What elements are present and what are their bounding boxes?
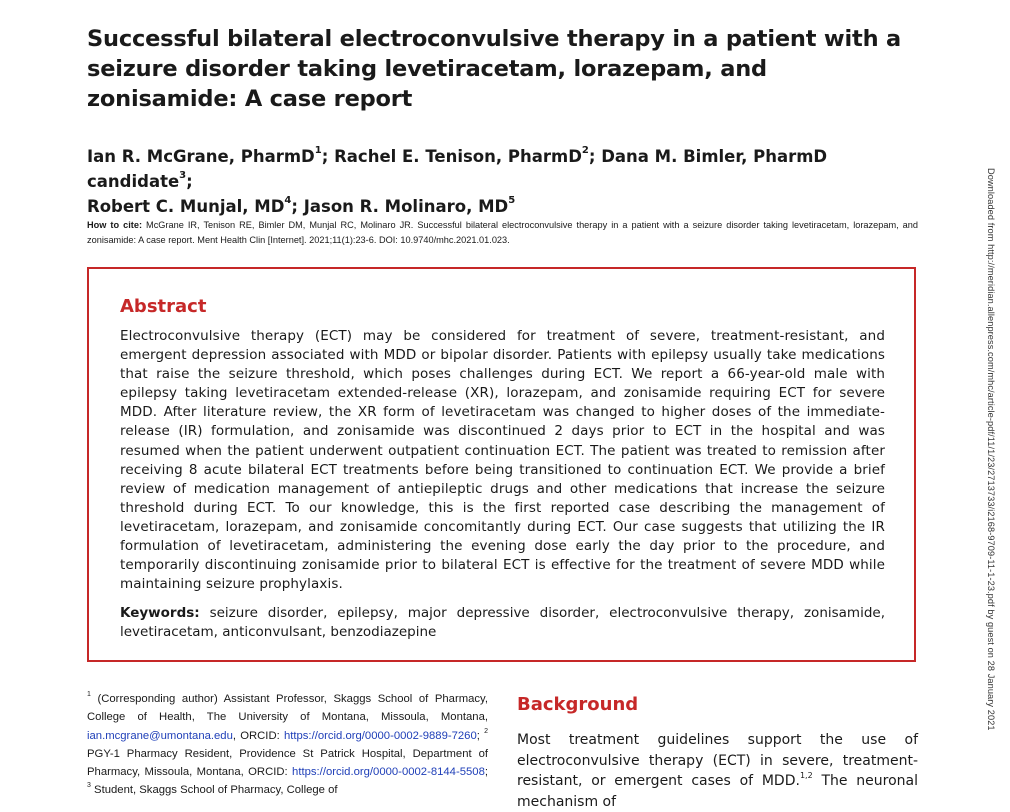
citation-text: McGrane IR, Tenison RE, Bimler DM, Munjal RC, Molinaro JR. Successful bilateral electroconvulsive therapy in a patient with a seizure disorder taking levetiracetam, lorazepam, and zonisamide: A case report. Ment Health Clin [Internet]. 2021;11(1):23-6. DOI: 10.9740/mhc.2021.01.023.: [87, 220, 919, 245]
author-4: Robert C. Munjal, $MD^4$;: [87, 195, 304, 216]
background-text: Most treatment guidelines support the use of electroconvulsive therapy (ECT) in severe, treatment-resistant, or emergent cases of MDD.$^{1,2}$ The neuronal mechanism of: [517, 732, 919, 810]
keywords-label: Keywords:: [120, 605, 200, 621]
author-1: Ian R. McGrane, PharmD$^1$;: [87, 145, 335, 166]
author-3: Dana M. Bimler, PharmD candidate$^3$;: [87, 147, 828, 191]
abstract-text: Electroconvulsive therapy (ECT) may be considered for treatment of severe, treatment-resistant, and emergent depression associated with MDD or bipolar disorder. Patients with epilepsy usually take medications that raise the seizure threshold, which poses challenges during ECT. We report a 66-year-old male with epilepsy taking levetiracetam extended-release (XR), lorazepam, and zonisamide requiring ECT for severe MDD. After literature review, the XR form of levetiracetam was changed to higher doses of the immediate-release (IR) formulation, and zonisamide was discontinued 2 days prior to ECT in the hospital and was resumed when the patient underwent outpatient continuation ECT. The patient was treated to remission after receiving 8 acute bilateral ECT treatments before being transitioned to continuation ECT. We provide a brief review of medication management of antiepileptic drugs and other medications that increase the seizure threshold during ECT. To our knowledge, this is the first reported case describing the management of levetiracetam, lorazepam, and zonisamide concomitantly during ECT. Our case suggests that utilizing the IR formulation of levetiracetam, administering the evening dose early the day prior to the procedure, and temporarily discontinuing zonisamide prior to bilateral ECT is effective for the treatment of severe MDD while maintaining seizure prophylaxis.: [120, 328, 885, 593]
citation-superscript: 1,2: [799, 771, 813, 780]
citation-label: How to cite:: [87, 220, 143, 230]
orcid-link-1[interactable]: https://orcid.org/0000-0002-9889-7260: [283, 729, 477, 742]
author-list: [87, 144, 927, 219]
orcid-link-2[interactable]: https://orcid.org/0000-0002-8144-5508: [292, 766, 485, 779]
background-heading: Background: [517, 694, 639, 715]
keywords-list: seizure disorder, epilepsy, major depressive disorder, electroconvulsive therapy, zonisamide, levetiracetam, anticonvulsant, benzodiazepine: [120, 605, 885, 641]
author-footnotes: $^1$ (Corresponding author) Assistant Professor, Skaggs School of Pharmacy, College of Health, The University of Montana, Missoula, Montana, ian.mcgrane@umontana.edu, ORCID: https://orcid.org/0000-0002-9889-7260; $^2$ PGY-1 Pharmacy Resident, Providence St Patrick Hospital, Department of Pharmacy, Missoula, Montana, ORCID: https://orcid.org/0000-0002-8144-5508; $^3$ Student, Skaggs School of Pharmacy, College of: [87, 691, 488, 797]
keywords: [120, 604, 885, 642]
article-title: Successful bilateral electroconvulsive therapy in a patient with a seizure disorder taking levetiracetam, lorazepam, and zonisamide: A case report: [87, 26, 902, 112]
download-note: Downloaded from http://meridian.allenpress.com/mhc/article-pdf/11/1/23/2713733/i2168-9709-11-1-23.pdf by guest on 28 January 2021: [986, 168, 996, 731]
citation: [87, 218, 918, 248]
author-5: Jason R. Molinaro, $MD^5$: [303, 195, 516, 216]
abstract-heading: Abstract: [120, 296, 207, 317]
author-2: Rachel E. Tenison, PharmD$^2$;: [334, 145, 602, 166]
email-link[interactable]: ian.mcgrane@umontana.edu: [87, 729, 233, 742]
